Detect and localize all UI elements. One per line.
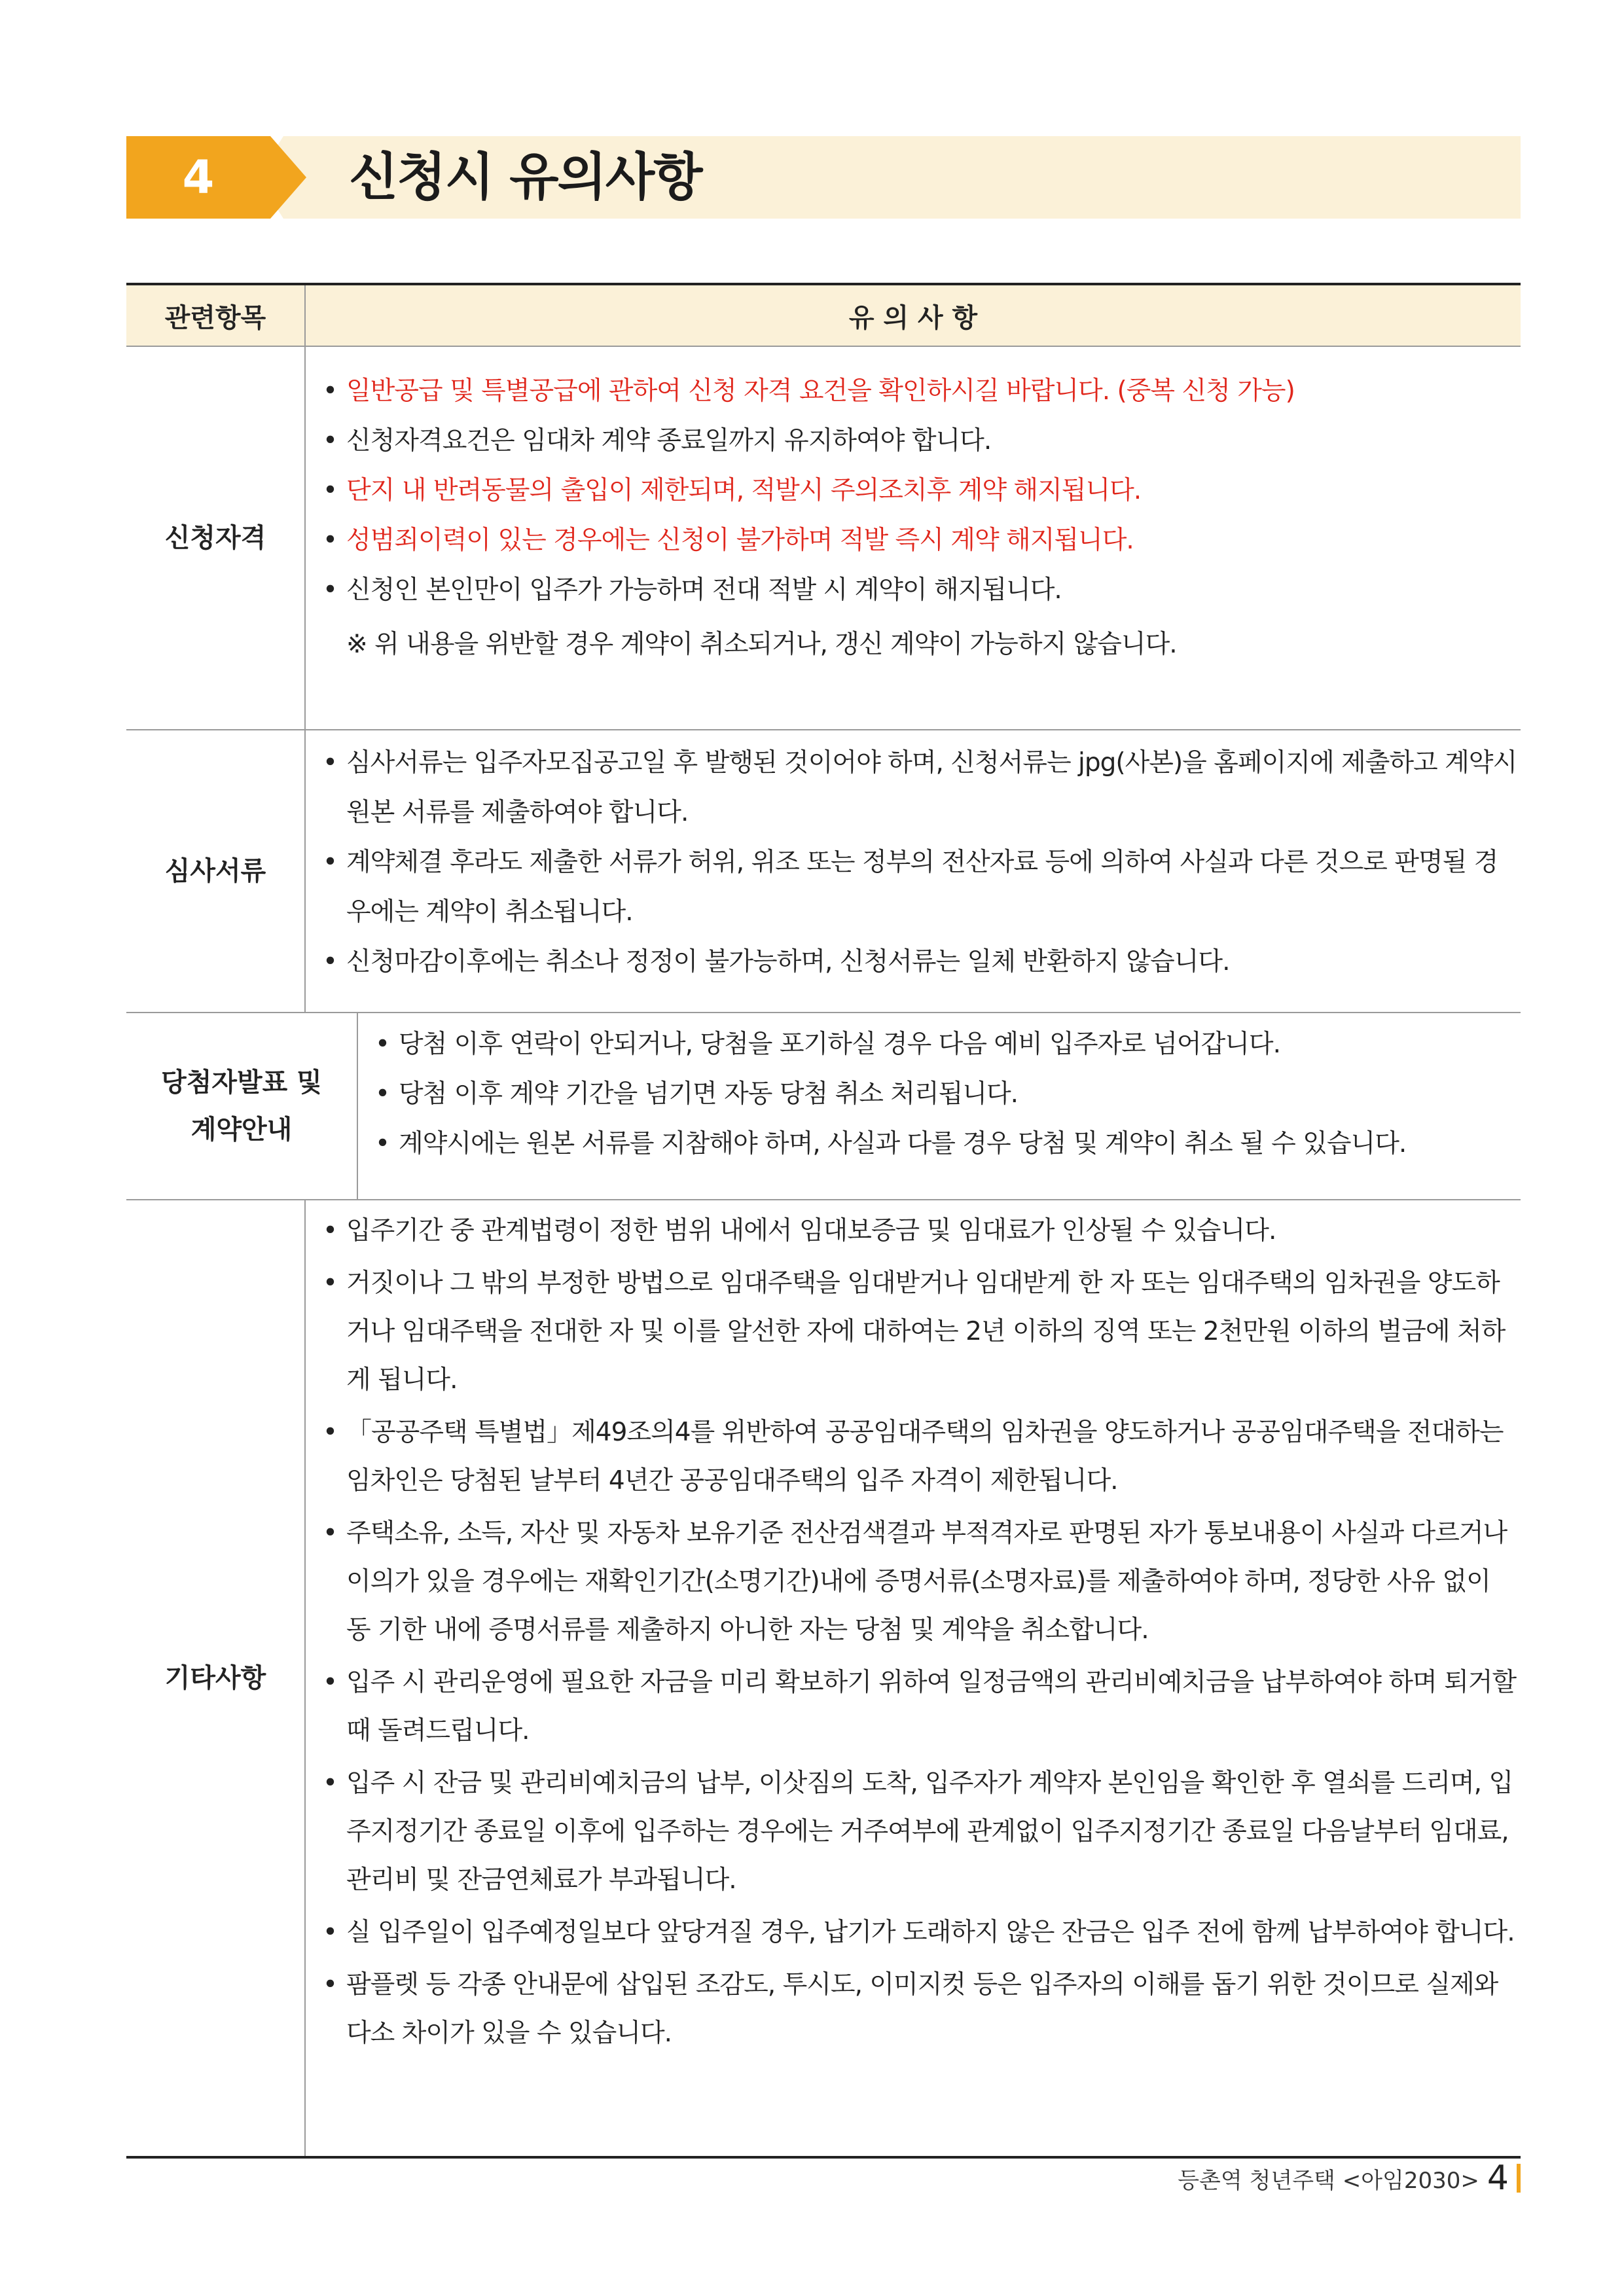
item-text: 입주 시 잔금 및 관리비예치금의 납부, 이삿짐의 도착, 입주자가 계약자 본인임을 확인한 후 열쇠를 드리며, 입주지정기간 종료일 이후에 입주하는 경우에는 거주여부에 관계없이 입주지정기간 종료일 다음날부터 임대료, 관리비 및 잔금연체료가 부과됩니다. (346, 1768, 1513, 1895)
item-text: 일반공급 및 특별공급에 관하여 신청 자격 요건을 확인하시길 바랍니다. (중복 신청 가능) (346, 376, 1295, 406)
list-item (372, 1020, 1521, 1069)
row-note: ※ 위 내용을 위반할 경우 계약이 취소되거나, 갱신 계약이 가능하지 않습니다. (346, 630, 1177, 659)
page-footer (1178, 2157, 1521, 2199)
bullet-icon: • (323, 947, 338, 977)
table-row-announcement (126, 1013, 1521, 1200)
list-item (320, 1961, 1521, 2058)
list-item (320, 516, 1521, 565)
list-item (320, 937, 1521, 987)
bullet-icon: • (323, 476, 338, 505)
section-number: 4 (182, 151, 215, 204)
bullet-icon: • (323, 748, 338, 778)
section-title: 신청시 유의사항 (349, 148, 702, 207)
item-text: 성범죄이력이 있는 경우에는 신청이 불가하며 적발 즉시 계약 해지됩니다. (346, 526, 1134, 555)
bullet-icon: • (323, 848, 338, 877)
bullet-icon: • (323, 526, 338, 555)
item-text: 계약시에는 원본 서류를 지참해야 하며, 사실과 다를 경우 당첨 및 계약이 취소 될 수 있습니다. (399, 1129, 1407, 1158)
bullet-icon: • (375, 1030, 390, 1059)
bullet-icon: • (323, 426, 338, 456)
list-item (320, 738, 1521, 838)
list-item (320, 1207, 1521, 1255)
row-category: 신청자격 (164, 523, 266, 553)
item-text: 신청인 본인만이 입주가 가능하며 전대 적발 시 계약이 해지됩니다. (346, 575, 1062, 605)
list-item (320, 367, 1521, 416)
header-category: 관련항목 (164, 302, 266, 333)
list-item (320, 466, 1521, 516)
row-category: 기타사항 (164, 1663, 266, 1693)
bullet-icon: • (375, 1129, 390, 1158)
bullet-icon: • (323, 1268, 338, 1298)
row-category: 당첨자발표 및 계약안내 (161, 1067, 322, 1145)
bullet-icon: • (323, 1668, 338, 1697)
bullet-icon: • (323, 1518, 338, 1548)
row-content (357, 1013, 1521, 1199)
list-item (320, 1659, 1521, 1755)
item-text: 「공공주택 특별법」제49조의4를 위반하여 공공임대주택의 임차권을 양도하거나 공공임대주택을 전대하는 임차인은 당첨된 날부터 4년간 공공임대주택의 입주 자격이 제한됩니다. (346, 1418, 1504, 1496)
item-text: 당첨 이후 연락이 안되거나, 당첨을 포기하실 경우 다음 예비 입주자로 넘어갑니다. (399, 1030, 1281, 1059)
bullet-icon: • (323, 1216, 338, 1246)
footer-accent-bar (1517, 2164, 1521, 2193)
list-item (320, 1509, 1521, 1655)
bullet-icon: • (323, 1768, 338, 1798)
bullet-icon: • (323, 376, 338, 406)
list-item (320, 1408, 1521, 1505)
item-text: 신청마감이후에는 취소나 정정이 불가능하며, 신청서류는 일체 반환하지 않습니다. (346, 947, 1230, 977)
list-item (372, 1119, 1521, 1169)
table-row-eligibility (126, 347, 1521, 730)
row-content (304, 1200, 1521, 2156)
row-content (304, 347, 1521, 729)
bullet-icon: • (375, 1079, 390, 1109)
bullet-icon: • (323, 575, 338, 605)
list-item (320, 1759, 1521, 1905)
list-item (372, 1069, 1521, 1119)
item-text: 단지 내 반려동물의 출입이 제한되며, 적발시 주의조치후 계약 해지됩니다. (346, 476, 1142, 505)
bullet-icon: • (323, 1970, 338, 2000)
bullet-icon: • (323, 1918, 338, 1947)
item-text: 당첨 이후 계약 기간을 넘기면 자동 당첨 취소 처리됩니다. (399, 1079, 1019, 1109)
bullet-icon: • (323, 1418, 338, 1447)
item-text: 거짓이나 그 밖의 부정한 방법으로 임대주택을 임대받거나 임대받게 한 자 또는 임대주택의 임차권을 양도하거나 임대주택을 전대한 자 및 이를 알선한 자에 대하여는 2년 이하의 징역 또는 2천만원 이하의 벌금에 처하게 됩니다. (346, 1268, 1506, 1395)
table-header (126, 285, 1521, 347)
item-text: 입주 시 관리운영에 필요한 자금을 미리 확보하기 위하여 일정금액의 관리비예치금을 납부하여야 하며 퇴거할 때 돌려드립니다. (346, 1668, 1517, 1746)
list-item (320, 1909, 1521, 1957)
header-notes: 유 의 사 항 (304, 285, 1521, 346)
notice-table (126, 283, 1521, 2159)
item-text: 신청자격요건은 임대차 계약 종료일까지 유지하여야 합니다. (346, 426, 992, 456)
row-category: 심사서류 (164, 856, 266, 886)
item-text: 팜플렛 등 각종 안내문에 삽입된 조감도, 투시도, 이미지컷 등은 입주자의 이해를 돕기 위한 것이므로 실제와 다소 차이가 있을 수 있습니다. (346, 1970, 1498, 2048)
list-item (320, 838, 1521, 937)
table-row-other (126, 1200, 1521, 2156)
section-header (126, 136, 1521, 219)
item-text: 주택소유, 소득, 자산 및 자동차 보유기준 전산검색결과 부적격자로 판명된 자가 통보내용이 사실과 다르거나 이의가 있을 경우에는 재확인기간(소명기간)내에 증명서류(소명자료)를 제출하여야 하며, 정당한 사유 없이 동 기한 내에 증명서류를 제출하지 아니한 자는 당첨 및 계약을 취소합니다. (346, 1518, 1507, 1645)
list-item (320, 565, 1521, 615)
item-text: 입주기간 중 관계법령이 정한 범위 내에서 임대보증금 및 임대료가 인상될 수 있습니다. (346, 1216, 1276, 1246)
list-item (320, 1259, 1521, 1405)
table-row-documents (126, 730, 1521, 1013)
item-text: 계약체결 후라도 제출한 서류가 허위, 위조 또는 정부의 전산자료 등에 의하여 사실과 다른 것으로 판명될 경우에는 계약이 취소됩니다. (346, 848, 1498, 927)
item-text: 실 입주일이 입주예정일보다 앞당겨질 경우, 납기가 도래하지 않은 잔금은 입주 전에 함께 납부하여야 합니다. (346, 1918, 1515, 1947)
item-text: 심사서류는 입주자모집공고일 후 발행된 것이어야 하며, 신청서류는 jpg(사본)을 홈페이지에 제출하고 계약시 원본 서류를 제출하여야 합니다. (346, 748, 1517, 827)
footer-title: 등촌역 청년주택 <아임2030> (1178, 2167, 1479, 2194)
page-number: 4 (1487, 2159, 1509, 2198)
row-content (304, 730, 1521, 1012)
section-number-badge (126, 136, 270, 219)
list-item (320, 416, 1521, 466)
